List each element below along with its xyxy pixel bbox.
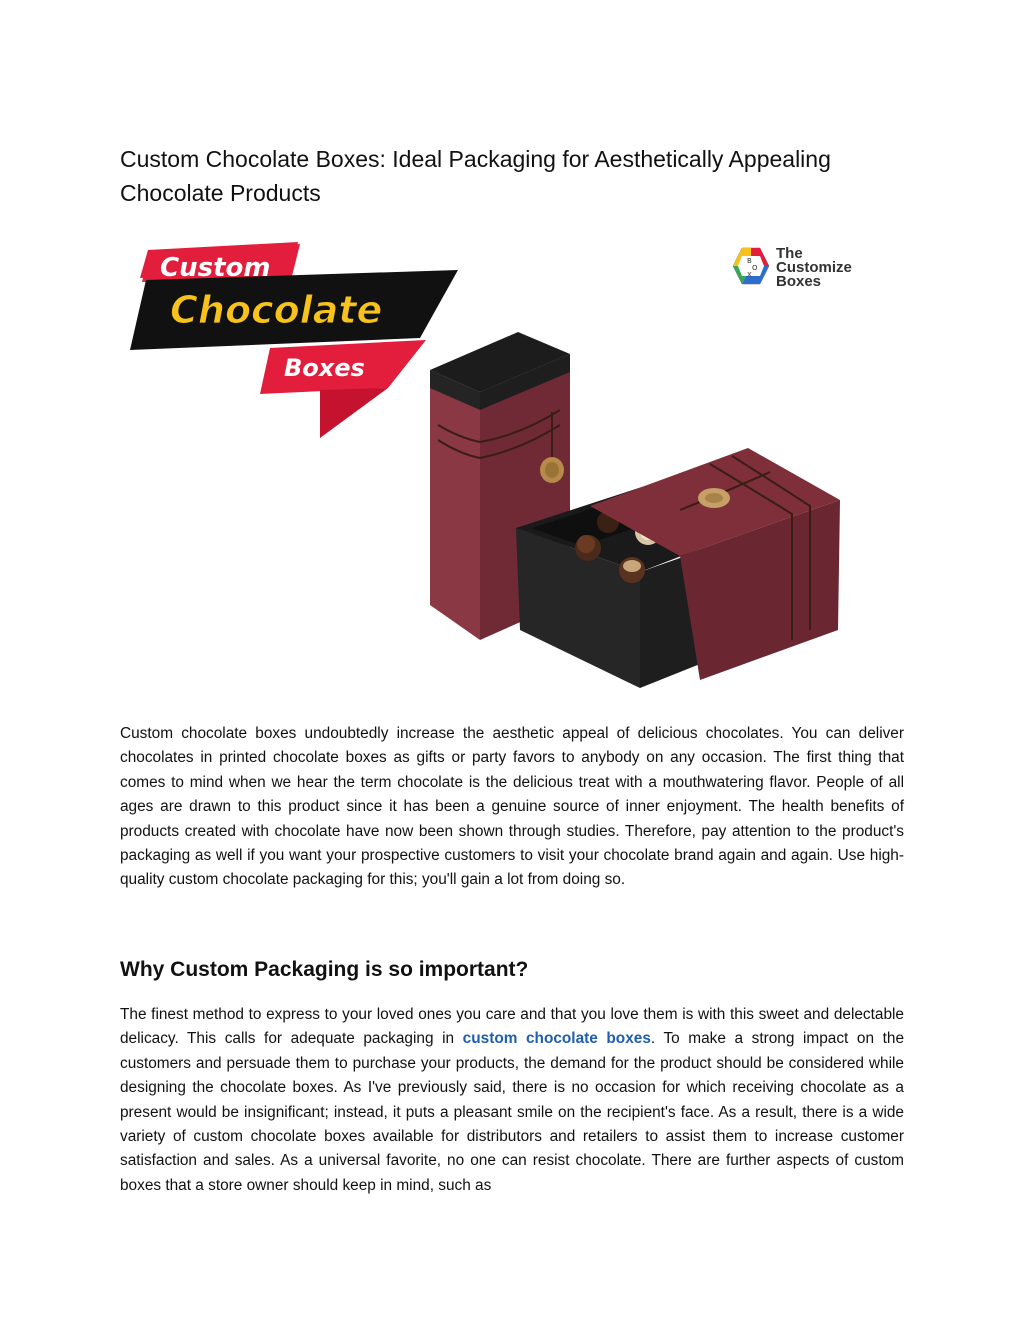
hero-image [120,210,904,710]
intro-paragraph: Custom chocolate boxes undoubtedly increase the aesthetic appeal of delicious chocolates. You can deliver chocolates in printed chocolate boxes as gifts or party favors to anybody on any occasion. The first thing that comes to mind when we hear the term chocolate is the delicious treat with a mouthwatering flavor. People of all ages are drawn to this product since it has been a genuine source of inner enjoyment. The health benefits of products created with chocolate have now been shown through studies. Therefore, pay attention to the product's packaging as well if you want your prospective customers to visit your chocolate brand again and again. Use high-quality custom chocolate packaging for this; you'll gain a lot from doing so. [120,725,904,889]
section-text-end: . To make a strong impact on the customers and persuade them to purchase your products, the demand for the product should be considered while designing the chocolate boxes. As I've previously said, there is no occasion for which receiving chocolate as a present would be insignificant; instead, it puts a pleasant smile on the recipient's face. As a result, there is a wide variety of custom chocolate boxes available for distributors and retailers to assist them to increase customer satisfaction and sales. As a universal favorite, no one can resist chocolate. There are further aspects of custom boxes that a store owner should keep in mind, such as [120,1030,905,1194]
section-heading: Why Custom Packaging is so important? [120,958,529,981]
custom-chocolate-boxes-badge [130,242,458,438]
the-customize-boxes-logo [733,245,852,290]
section-paragraph [120,1003,904,1198]
badge-custom-text: Custom [160,253,271,283]
logo-letter: X [747,271,752,279]
logo-boxes-text: Boxes [776,273,822,290]
logo-the-text: The [776,245,803,262]
page-title: Custom Chocolate Boxes: Ideal Packaging for Aesthetically Appealing Chocolate Products [120,146,831,206]
logo-letter: B [747,257,752,265]
badge-chocolate-text: Chocolate [170,288,383,332]
logo-letter: O [752,264,758,272]
logo-customize-text: Customize [776,259,852,276]
badge-boxes-text: Boxes [284,354,365,382]
custom-chocolate-boxes-link[interactable]: custom chocolate boxes [462,1030,651,1048]
section-text-start: The finest method to express to your loved ones you care and that you love them is with this sweet and delectable delicacy. This calls for adequate packaging in [120,1006,904,1048]
